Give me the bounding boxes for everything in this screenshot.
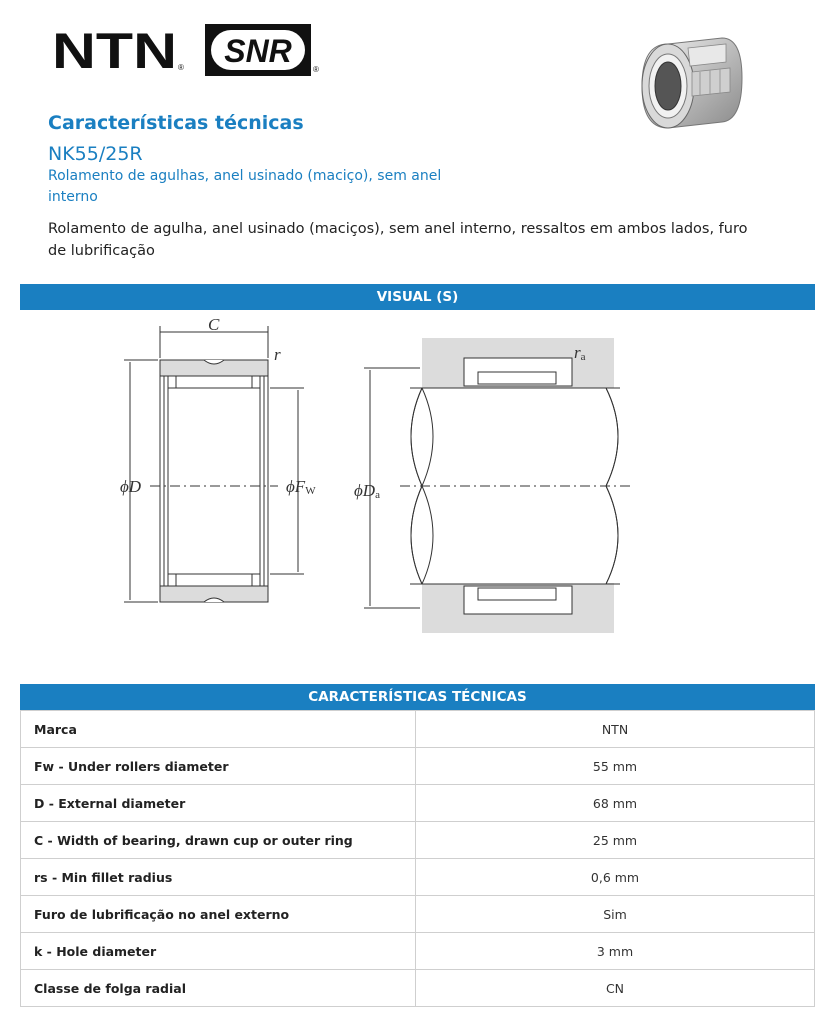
dim-label-d: ϕD bbox=[120, 477, 142, 496]
table-row bbox=[21, 970, 815, 1007]
dim-label-ra-sub: a bbox=[580, 351, 586, 363]
bearing-product-image bbox=[630, 32, 750, 132]
ntn-logo bbox=[52, 26, 187, 74]
table-row bbox=[21, 785, 815, 822]
table-row bbox=[21, 711, 815, 748]
dim-label-da-sub: a bbox=[375, 489, 380, 501]
dim-label-r: r bbox=[274, 345, 281, 364]
dim-label-fw: ϕF bbox=[286, 477, 306, 496]
dim-label-ra: r bbox=[574, 343, 581, 362]
spec-label: Marca bbox=[21, 711, 416, 748]
spec-value: CN bbox=[416, 970, 815, 1007]
spec-label: Furo de lubrificação no anel externo bbox=[21, 896, 416, 933]
dim-label-da: ϕD bbox=[354, 481, 376, 500]
tech-section-header: CARACTERÍSTICAS TÉCNICAS bbox=[20, 684, 815, 710]
table-row bbox=[21, 896, 815, 933]
snr-logo bbox=[205, 24, 325, 76]
product-subtitle: Rolamento de agulhas, anel usinado (maciço), sem anel interno bbox=[48, 168, 442, 205]
product-code: NK55/25R bbox=[48, 143, 143, 165]
spec-label: rs - Min fillet radius bbox=[21, 859, 416, 896]
spec-value: 55 mm bbox=[416, 748, 815, 785]
svg-text:ϕFW bbox=[286, 477, 316, 497]
spec-label: C - Width of bearing, drawn cup or outer ring bbox=[21, 822, 416, 859]
dim-label-c: C bbox=[208, 318, 220, 334]
spec-value: Sim bbox=[416, 896, 815, 933]
svg-text:ϕDa bbox=[354, 481, 380, 501]
bearing-technical-drawing bbox=[100, 318, 660, 653]
spec-value: 68 mm bbox=[416, 785, 815, 822]
table-row bbox=[21, 748, 815, 785]
visual-section-header: VISUAL (S) bbox=[20, 284, 815, 310]
dim-label-fw-sub: W bbox=[305, 485, 316, 497]
spec-value: 25 mm bbox=[416, 822, 815, 859]
table-row bbox=[21, 933, 815, 970]
spec-value: 3 mm bbox=[416, 933, 815, 970]
table-row bbox=[21, 822, 815, 859]
spec-label: Classe de folga radial bbox=[21, 970, 416, 1007]
table-row bbox=[21, 859, 815, 896]
spec-label: D - External diameter bbox=[21, 785, 416, 822]
specs-table bbox=[20, 710, 815, 1007]
ntn-logo-text: NTN bbox=[52, 26, 177, 74]
spec-label: Fw - Under rollers diameter bbox=[21, 748, 416, 785]
svg-text:®: ® bbox=[313, 65, 319, 74]
snr-logo-text: SNR bbox=[224, 33, 292, 69]
spec-label: k - Hole diameter bbox=[21, 933, 416, 970]
spec-value: 0,6 mm bbox=[416, 859, 815, 896]
spec-value: NTN bbox=[416, 711, 815, 748]
product-description: Rolamento de agulha, anel usinado (maciços), sem anel interno, ressaltos em ambos lados, furo de lubrificação bbox=[48, 221, 748, 259]
page-title: Características técnicas bbox=[48, 112, 304, 134]
svg-text:®: ® bbox=[178, 63, 184, 72]
